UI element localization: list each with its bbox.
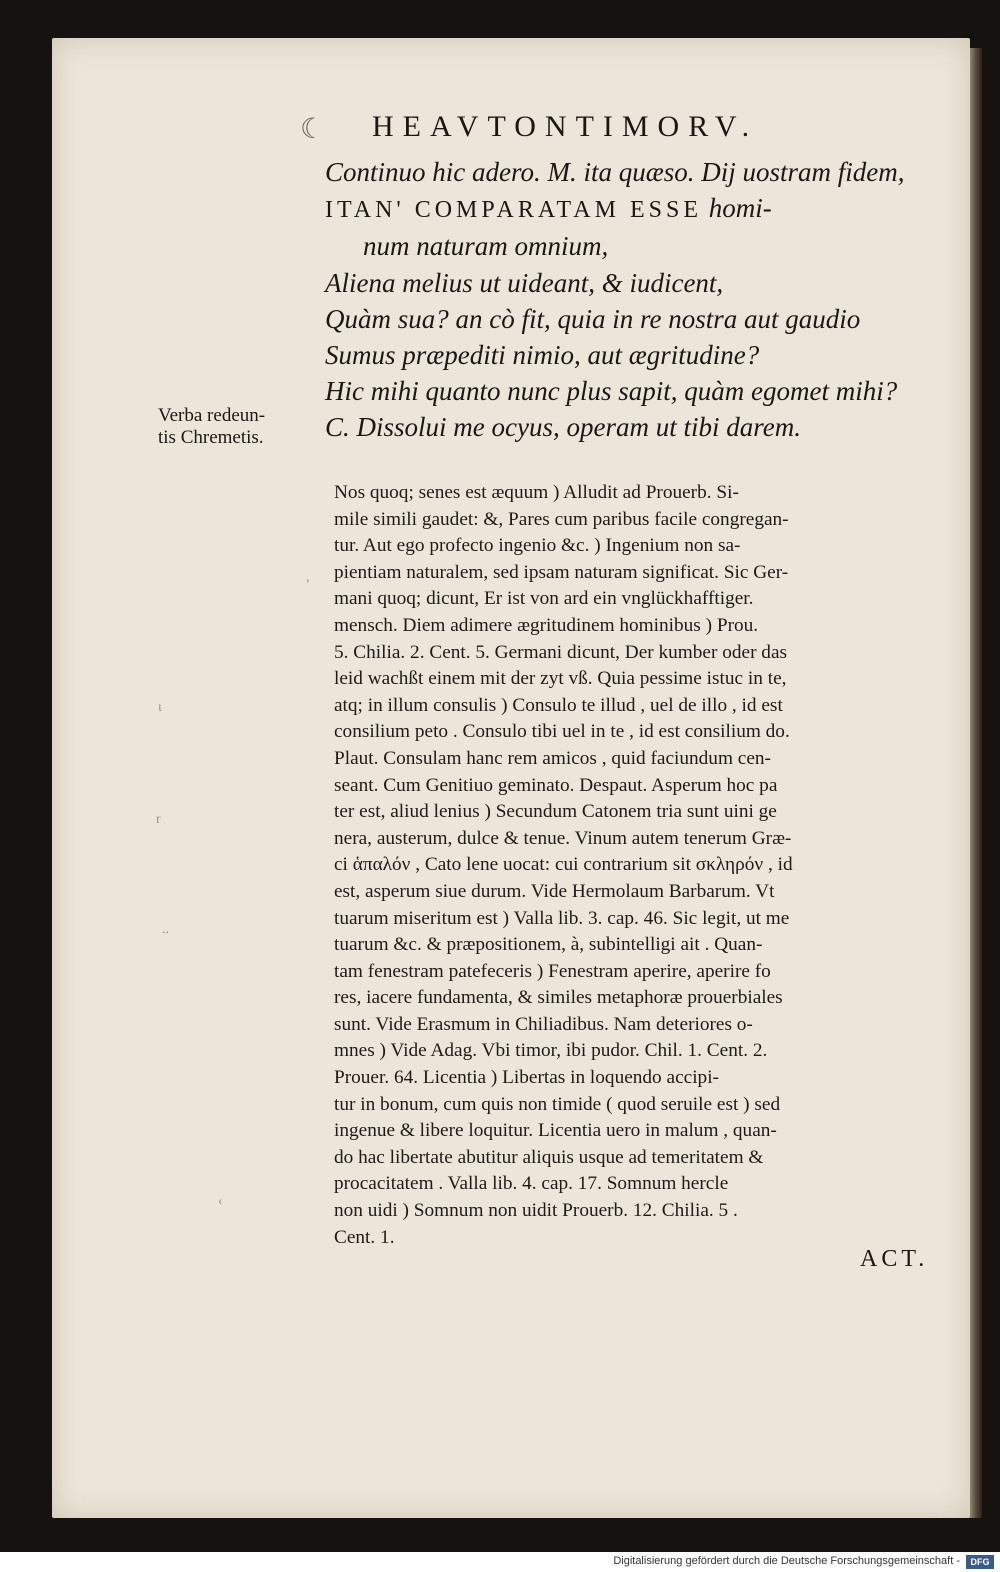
marginal-note: [158, 405, 265, 449]
footer-bar: [0, 1552, 1000, 1572]
commentary-line: leid wachßt einem mit der zyt vß. Quia pessime istuc in te,: [334, 668, 787, 690]
commentary-line: mensch. Diem adimere ægritudinem hominibus ) Prou.: [334, 614, 759, 636]
speck: ∙∙: [162, 926, 169, 941]
running-head: HEAVTONTIMORV.: [372, 110, 759, 143]
commentary-line: pientiam naturalem, sed ipsam naturam significat. Sic Ger-: [334, 561, 789, 583]
commentary-line: Prouer. 64. Licentia ) Libertas in loquendo accipi-: [334, 1067, 719, 1089]
commentary-line: mani quoq; dicunt, Er ist von ard ein vnglückhafftiger.: [334, 588, 754, 610]
commentary-block: [334, 480, 946, 1251]
commentary-line: res, iacere fundamenta, & similes metaphoræ prouerbiales: [334, 987, 783, 1009]
catchword: ACT.: [860, 1246, 929, 1272]
commentary-line: Plaut. Consulam hanc rem amicos , quid faciundum cen-: [334, 747, 771, 769]
commentary-line: atq; in illum consulis ) Consulo te illud , uel de illo , id est: [334, 694, 783, 716]
commentary-line: nera, austerum, dulce & tenue. Vinum autem tenerum Græ-: [334, 827, 792, 849]
marginal-note-line: Verba redeun-: [158, 405, 266, 426]
commentary-line: do hac libertate abutitur aliquis usque ad temeritatem &: [334, 1146, 764, 1168]
verse-line: Aliena melius ut uideant, & iudicent,: [325, 267, 724, 298]
speck: ‹: [218, 1194, 223, 1209]
speck: ι: [158, 700, 162, 715]
verse-line: num naturam omnium,: [363, 231, 609, 262]
commentary-line: tam fenestram patefeceris ) Fenestram aperire, aperire fo: [334, 960, 771, 982]
verse-block: [325, 154, 965, 446]
commentary-line: est, asperum siue durum. Vide Hermolaum Barbarum. Vt: [334, 880, 775, 902]
commentary-line: 5. Chilia. 2. Cent. 5. Germani dicunt, Der kumber oder das: [334, 641, 788, 663]
verse-line: Hic mihi quanto nunc plus sapit, quàm egomet mihi?: [325, 376, 898, 407]
commentary-line: Nos quoq; senes est æquum ) Alludit ad Prouerb. Si-: [334, 482, 739, 503]
commentary-line: mile simili gaudet: &, Pares cum paribus facile congregan-: [334, 508, 789, 530]
commentary-line: procacitatem . Valla lib. 4. cap. 17. Somnum hercle: [334, 1173, 729, 1195]
commentary-line: mnes ) Vide Adag. Vbi timor, ibi pudor. Chil. 1. Cent. 2.: [334, 1040, 768, 1062]
header-mark: ☾: [300, 114, 326, 145]
commentary-line: tur. Aut ego profecto ingenio &c. ) Ingenium non sa-: [334, 535, 741, 557]
verse-line: Sumus præpediti nimio, aut ægritudine?: [325, 340, 760, 371]
commentary-line: seant. Cum Genitiuo geminato. Despaut. Asperum hoc pa: [334, 774, 778, 796]
verse-caps-tail: homi-: [708, 193, 772, 224]
commentary-line: consilium peto . Consulo tibi uel in te , id est consilium do.: [334, 721, 790, 743]
speck: ,: [306, 570, 310, 585]
speck: r: [156, 812, 161, 827]
verse-line: Quàm sua? an cò fit, quia in re nostra aut gaudio: [325, 303, 861, 334]
dfg-logo-icon: DFG: [966, 1555, 994, 1569]
verse-caps-text: ITAN' COMPARATAM ESSE: [325, 197, 702, 224]
verse-line: C. Dissolui me ocyus, operam ut tibi darem.: [325, 412, 801, 443]
commentary-line: tur in bonum, cum quis non timide ( quod seruile est ) sed: [334, 1093, 781, 1115]
commentary-line: tuarum miseritum est ) Valla lib. 3. cap. 46. Sic legit, ut me: [334, 907, 790, 929]
commentary-line: non uidi ) Somnum non uidit Prouerb. 12. Chilia. 5 .: [334, 1200, 738, 1222]
commentary-line: ter est, aliud lenius ) Secundum Catonem tria sunt uini ge: [334, 801, 777, 823]
marginal-note-line: tis Chremetis.: [158, 427, 264, 448]
commentary-line: sunt. Vide Erasmum in Chiliadibus. Nam deteriores o-: [334, 1013, 753, 1035]
commentary-line: ingenue & libere loquitur. Licentia uero in malum , quan-: [334, 1120, 777, 1142]
verse-line-caps: [325, 190, 965, 228]
commentary-line: Cent. 1.: [334, 1226, 395, 1248]
verse-line: Continuo hic adero. M. ita quæso. Dij uostram fidem,: [325, 157, 905, 187]
footer-credit: Digitalisierung gefördert durch die Deutsche Forschungsgemeinschaft -: [613, 1555, 960, 1567]
commentary-line: tuarum &c. & præpositionem, à, subintelligi ait . Quan-: [334, 934, 763, 956]
commentary-line: ci ἁπαλόν , Cato lene uocat: cui contrarium sit σκληρόν , id: [334, 854, 793, 876]
